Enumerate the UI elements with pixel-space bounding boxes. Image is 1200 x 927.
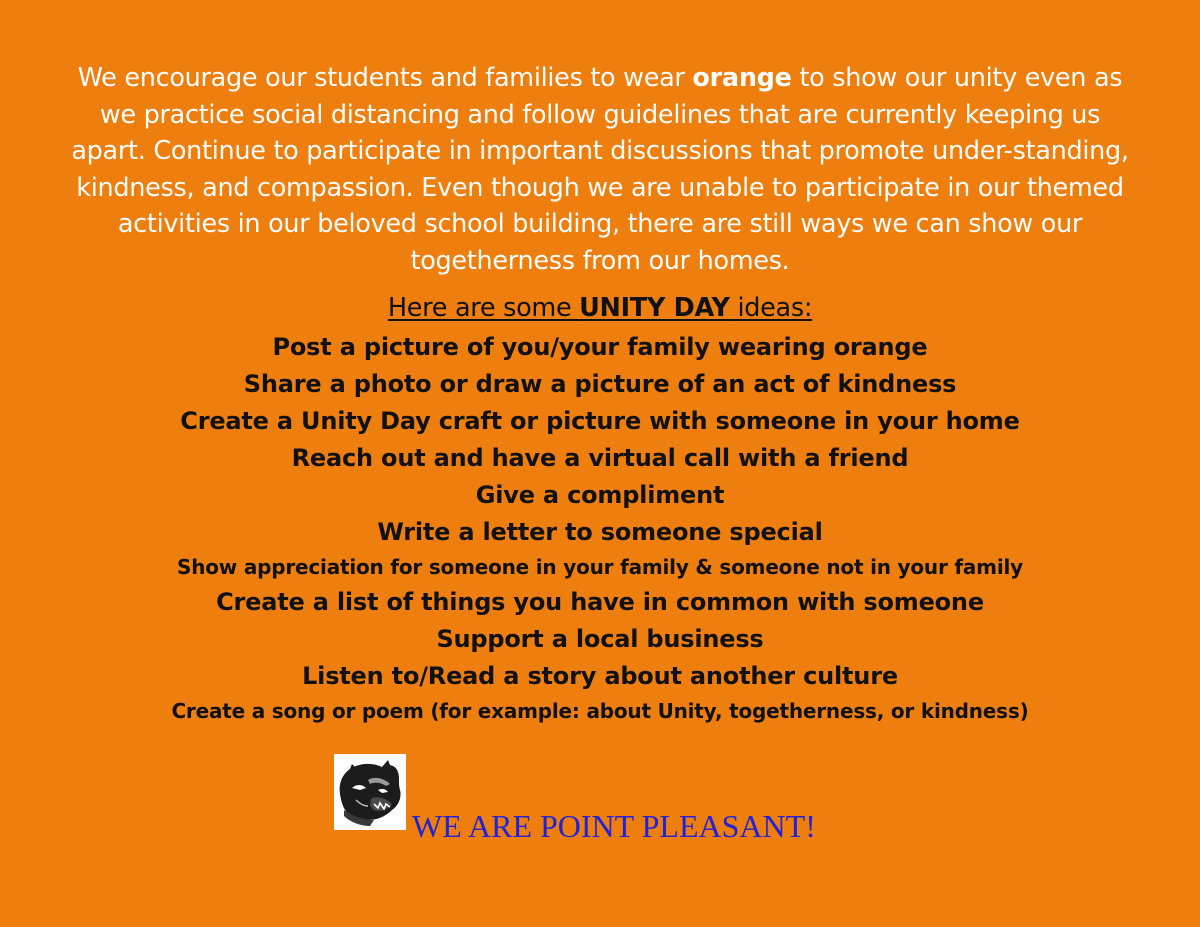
idea-item: Create a song or poem (for example: about Unity, togetherness, or kindness) (171, 699, 1029, 723)
ideas-heading-start: Here are some (387, 293, 580, 323)
panther-logo (334, 754, 406, 830)
idea-item: Listen to/Read a story about another culture (302, 662, 898, 690)
idea-item: Create a list of things you have in common with someone (216, 588, 984, 616)
idea-item: Show appreciation for someone in your family & someone not in your family (177, 555, 1023, 579)
intro-emphasis-orange: orange (692, 63, 792, 93)
idea-item: Give a compliment (475, 481, 725, 509)
idea-item: Reach out and have a virtual call with a friend (291, 444, 909, 472)
idea-item: Create a Unity Day craft or picture with someone in your home (180, 407, 1020, 435)
school-slogan: WE ARE POINT PLEASANT! (412, 808, 816, 844)
idea-item: Share a photo or draw a picture of an act of kindness (243, 370, 957, 398)
intro-paragraph (60, 60, 1140, 279)
ideas-heading-emphasis: UNITY DAY (579, 293, 730, 323)
ideas-heading-end: ideas: (729, 293, 813, 323)
ideas-list (0, 329, 1200, 728)
intro-text-rest: to show our unity even as we practice social distancing and follow guidelines that are currently keeping us apart. Continue to participate in important discussions that promote under-standing, kindness, and compassion. Even though we are unable to participate in our themed activities in our beloved school building, there are still ways we can show our togetherness from our homes. (71, 63, 1129, 276)
ideas-heading (0, 290, 1200, 326)
idea-item: Support a local business (436, 625, 764, 653)
intro-text-start: We encourage our students and families to wear (77, 63, 693, 93)
idea-item: Write a letter to someone special (377, 518, 823, 546)
idea-item: Post a picture of you/your family wearing orange (272, 333, 928, 361)
panther-head-icon (334, 754, 406, 830)
